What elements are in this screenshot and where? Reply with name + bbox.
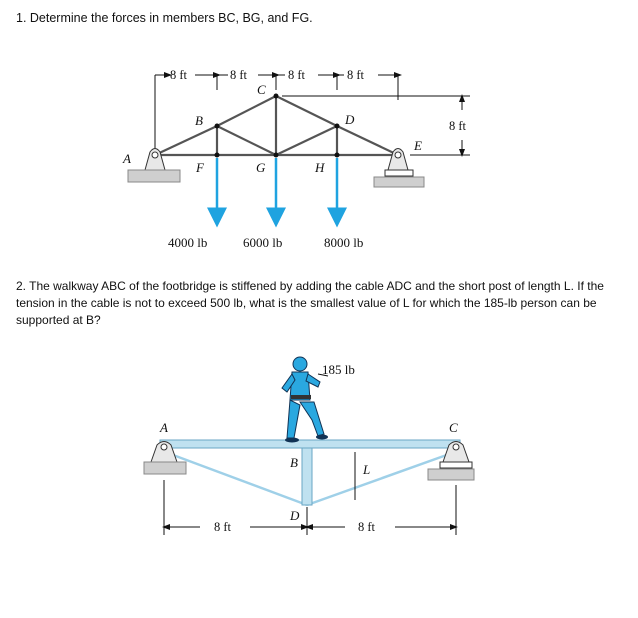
dim-left-8ft: 8 ft <box>214 520 232 534</box>
problem-1-text: 1. Determine the forces in members BC, BG, and FG. <box>16 11 313 25</box>
node-label-c2: C <box>449 420 458 435</box>
node-label-b: B <box>195 113 203 128</box>
truss-members <box>155 96 398 155</box>
dim-8ft-3: 8 ft <box>288 68 306 82</box>
footbridge-figure <box>144 357 474 535</box>
dim-height-8ft: 8 ft <box>449 119 467 133</box>
dim-8ft-2: 8 ft <box>230 68 248 82</box>
node-label-h: H <box>315 160 325 175</box>
node-label-d2: D <box>290 508 300 523</box>
node-label-g: G <box>256 160 266 175</box>
load-label-8000: 8000 lb <box>324 235 364 250</box>
node-label-e: E <box>414 138 422 153</box>
load-label-6000: 6000 lb <box>243 235 283 250</box>
node-label-b2: B <box>290 455 298 470</box>
pin-support-a <box>128 149 180 183</box>
node-label-a2: A <box>160 420 168 435</box>
dim-right-8ft: 8 ft <box>358 520 376 534</box>
node-label-a: A <box>123 151 131 166</box>
dim-8ft-1: 8 ft <box>170 68 188 82</box>
node-label-f: F <box>196 160 204 175</box>
load-label-4000: 4000 lb <box>168 235 208 250</box>
weight-label: 185 lb <box>322 362 355 377</box>
walkway-abc <box>160 440 460 448</box>
problem-2-text: 2. The walkway ABC of the footbridge is stiffened by adding the cable ADC and the short post of length L. If the tension in the cable is not to exceed 500 lb, what is the smallest value of L for which the 185-lb person can be supported at B? <box>16 279 604 327</box>
node-label-d: D <box>345 112 355 127</box>
node-label-c: C <box>257 82 266 97</box>
label-l: L <box>363 462 371 477</box>
post-bd <box>302 447 312 505</box>
dim-8ft-4: 8 ft <box>347 68 365 82</box>
